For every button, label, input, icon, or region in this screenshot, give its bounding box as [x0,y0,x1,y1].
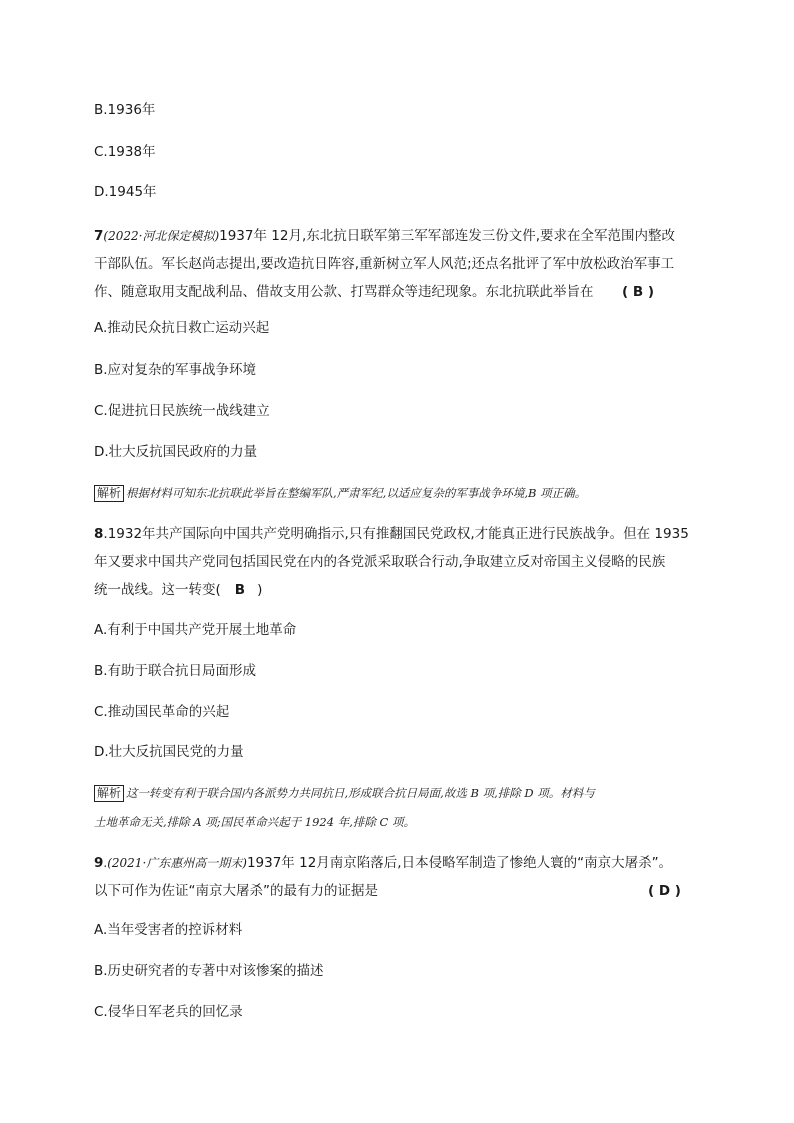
analysis-text: 土地革命无关,排除 A 项;国民革命兴起于 1924 年,排除 C 项。 [94,815,415,829]
option-b: B.有助于联合抗日局面形成 [94,663,257,679]
question-number: 7 [94,228,104,244]
question-number: 9 [94,855,104,871]
question-text-line: 作、随意取用支配战利品、借故支用公款、打骂群众等违纪现象。东北抗联此举旨在 [94,284,594,300]
analysis-tag: 解析 [94,485,124,502]
option-c-prev: C.1938年 [94,144,156,160]
option-c: C.促进抗日民族统一战线建立 [94,403,270,419]
analysis-text: 根据材料可知东北抗联此举旨在整编军队,严肃军纪,以适应复杂的军事战争环境,B 项正确。 [126,486,587,500]
answer-mark: B [234,582,246,598]
question-text-line: .1932年共产国际向中国共产党明确指示,只有推翻国民党政权,才能真正进行民族战争。但在 1935 [103,526,689,542]
option-c: C.侵华日军老兵的回忆录 [94,1004,243,1020]
question-text-line: 年又要求中国共产党同包括国民党在内的各党派采取联合行动,争取建立反对帝国主义侵略的民族 [94,554,666,570]
answer-mark: ( B ) [622,284,655,300]
question-text-line: 以下可作为佐证“南京大屠杀”的最有力的证据是 [94,883,378,899]
option-a: A.有利于中国共产党开展土地革命 [94,622,297,638]
question-text-line: 统一战线。这一转变( [94,582,221,598]
option-b-prev: B.1936年 [94,102,156,118]
option-d: D.壮大反抗国民政府的力量 [94,444,258,460]
option-d-prev: D.1945年 [94,184,157,200]
question-text-line: 干部队伍。军长赵尚志提出,要改造抗日阵容,重新树立军人风范;还点名批评了军中放松政治军事工 [94,256,675,272]
answer-mark: ( D ) [648,883,681,899]
question-9-stem [94,849,706,905]
option-c: C.推动国民革命的兴起 [94,704,230,720]
question-number: 8 [94,526,104,542]
option-b: B.应对复杂的军事战争环境 [94,362,257,378]
question-text-line: 1937年 12月,东北抗日联军第三军军部连发三份文件,要求在全军范围内整改 [219,228,676,244]
question-7-stem [94,222,706,306]
option-b: B.历史研究者的专著中对该惨案的描述 [94,963,324,979]
option-a: A.推动民众抗日救亡运动兴起 [94,320,270,336]
analysis-block [94,779,706,837]
question-text-bracket: ) [257,582,263,598]
question-source: .(2021·广东惠州高一期末) [103,856,247,870]
analysis-tag: 解析 [94,785,124,802]
question-source: (2022·河北保定模拟) [103,229,220,243]
analysis-text: 这一转变有利于联合国内各派势力共同抗日,形成联合抗日局面,故选 B 项,排除 D 项。材料与 [126,786,595,800]
question-8-stem [94,520,706,604]
question-text-line: 1937年 12月南京陷落后,日本侵略军制造了惨绝人寰的“南京大屠杀”。 [246,855,673,871]
analysis-block [94,479,706,508]
option-d: D.壮大反抗国民党的力量 [94,744,244,760]
option-a: A.当年受害者的控诉材料 [94,922,243,938]
